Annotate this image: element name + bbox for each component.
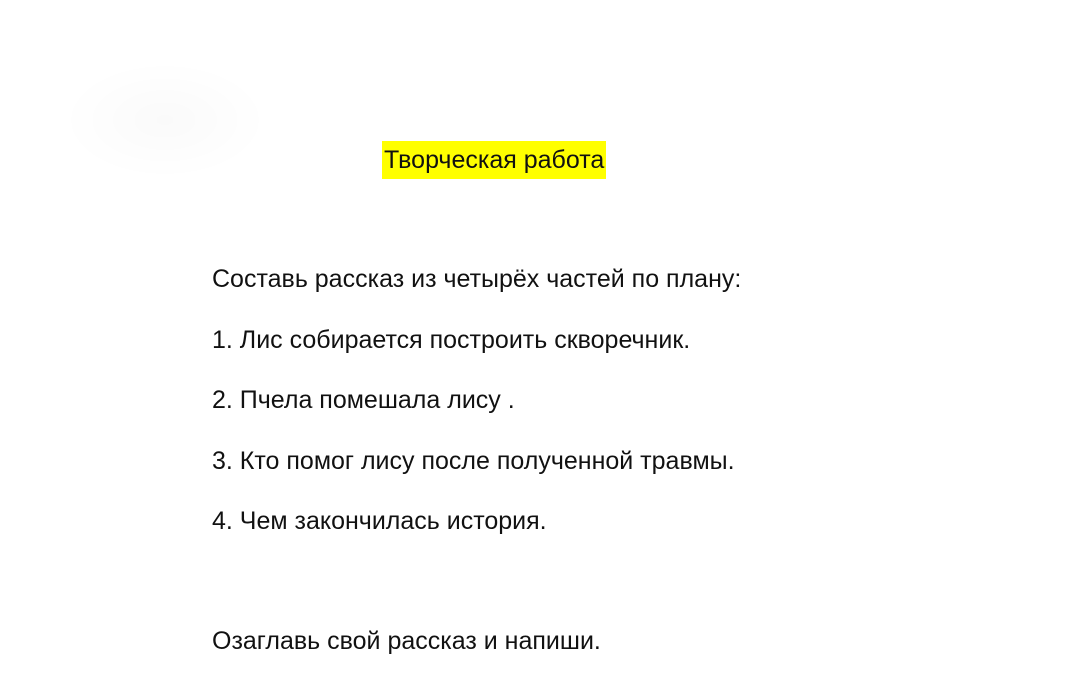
plan-item-2: 2. Пчела помешала лису . <box>212 386 515 414</box>
plan-item-4: 4. Чем закончилась история. <box>212 507 547 535</box>
faint-smudge <box>60 60 270 180</box>
closing-instruction: Озаглавь свой рассказ и напиши. <box>212 627 601 655</box>
plan-item-3: 3. Кто помог лису после полученной травмы. <box>212 447 735 475</box>
document-title: Творческая работа <box>382 141 606 179</box>
task-intro: Составь рассказ из четырёх частей по плану: <box>212 265 742 293</box>
plan-item-1: 1. Лис собирается построить скворечник. <box>212 326 691 354</box>
